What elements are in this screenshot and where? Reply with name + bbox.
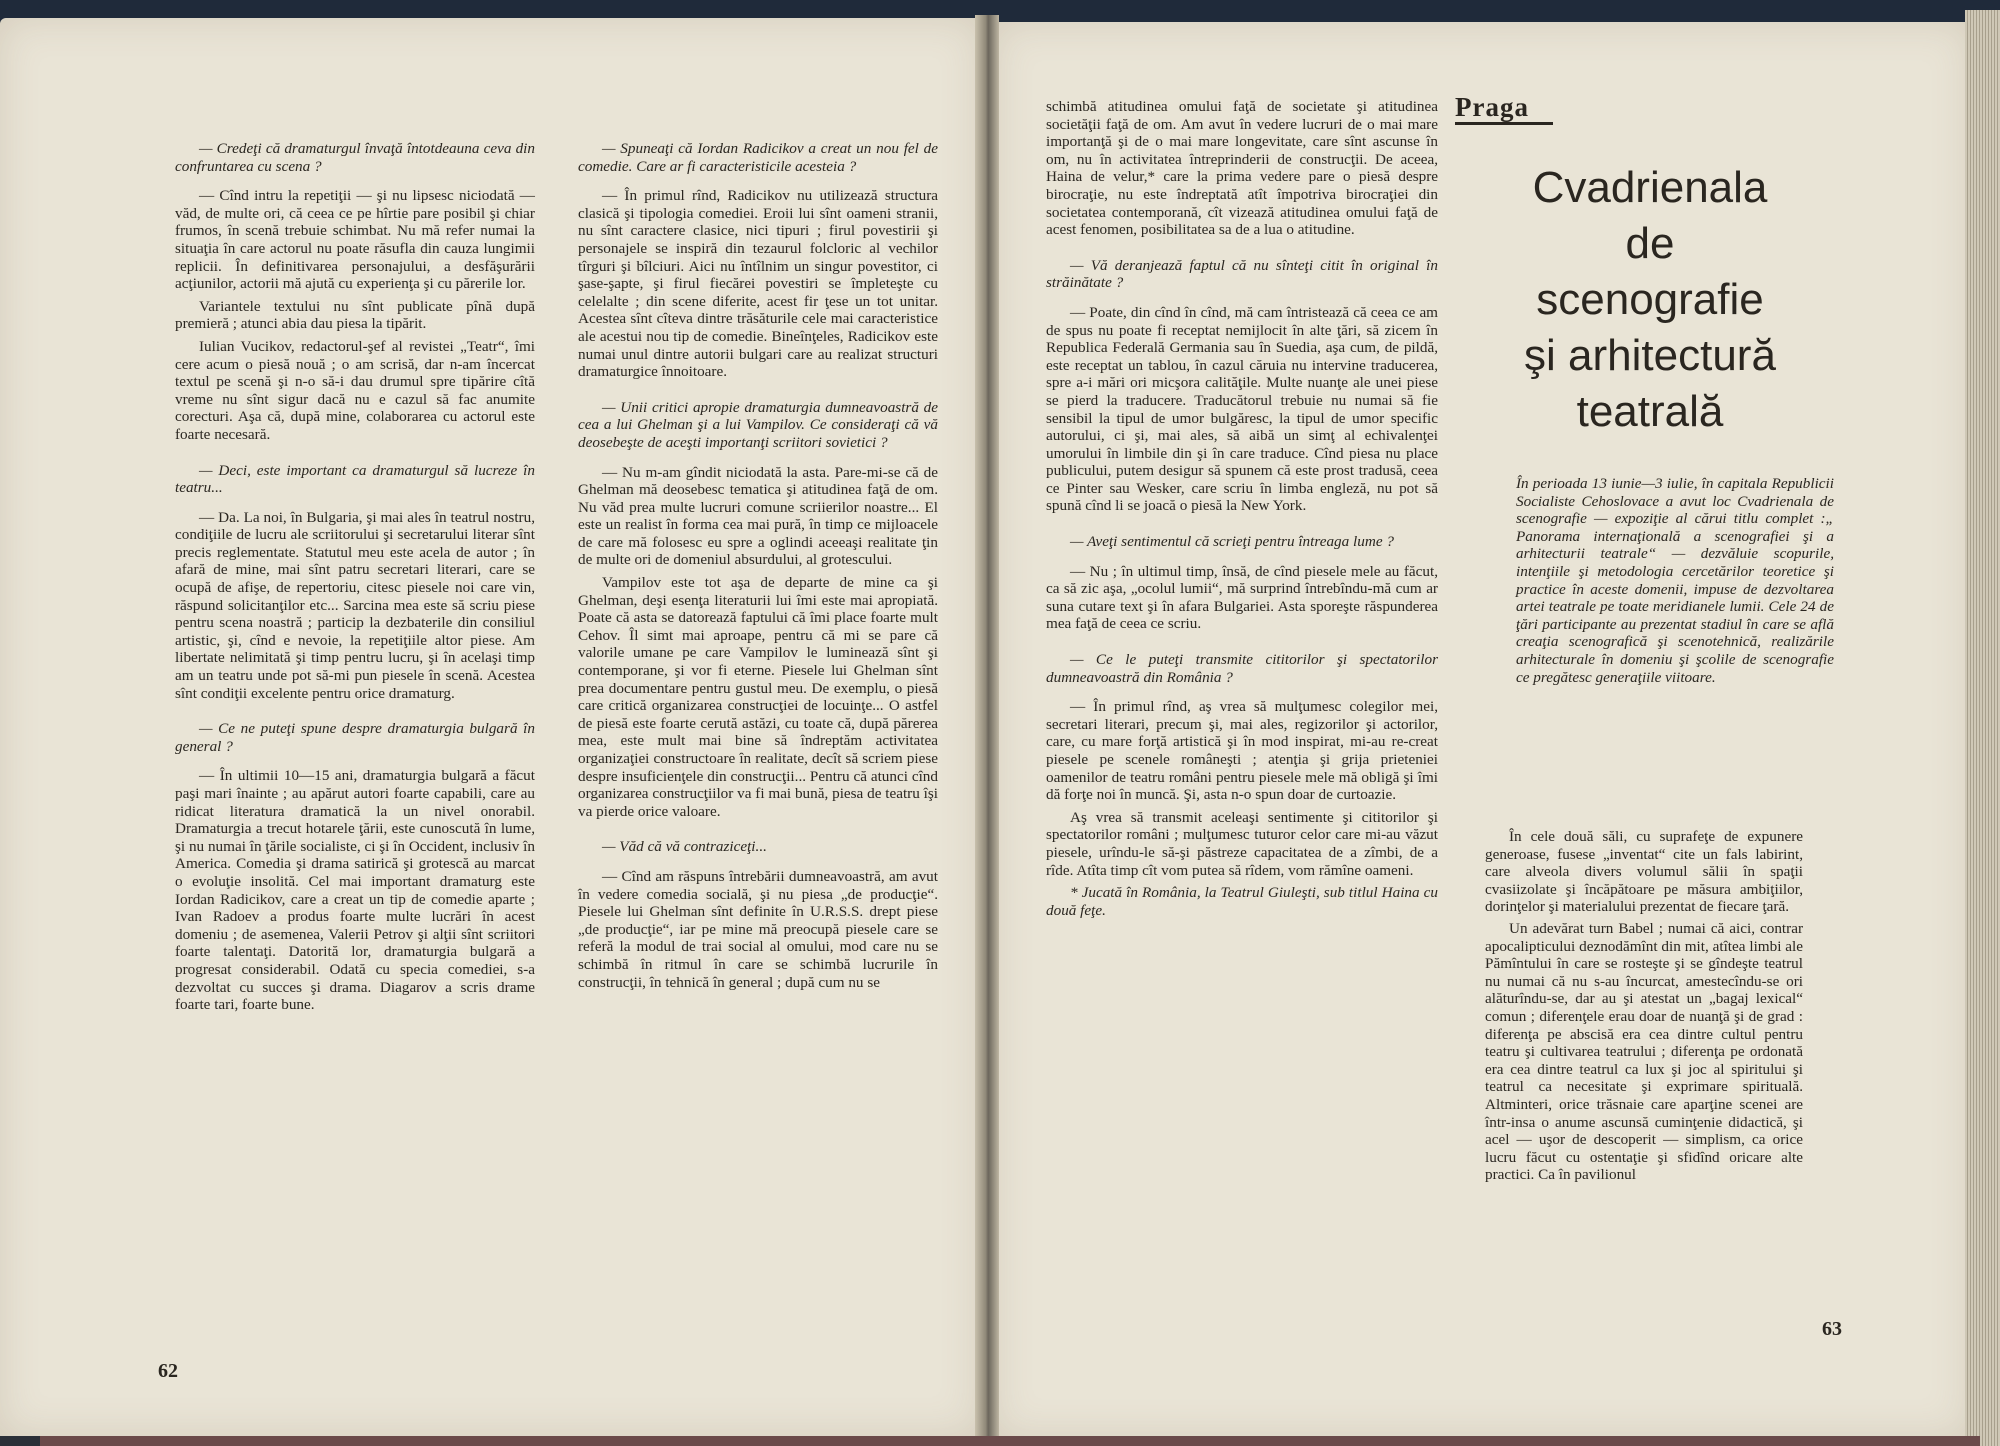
question: — Unii critici apropie dramaturgia dumneavoastră de cea a lui Ghelman şi a lui Vampilov. Ce consideraţi că vă deosebeşte de aceşti importanţi scriitori sovietici ? bbox=[578, 398, 938, 451]
question: — Vă deranjează faptul că nu sînteţi citit în original în străinătate ? bbox=[1046, 256, 1438, 292]
headline-line: şi arhitectură bbox=[1524, 331, 1776, 380]
paragraph: — Poate, din cînd în cînd, mă cam întristează că ceea ce am de spus nu poate fi receptat nemijlocit în alte ţări, să zicem în Republica Federală Germania sau în Suedia, aşa cum, de pildă, este receptat un tablou, în cazul căruia nu intervine traducerea, spre a-i mări ori micşora calităţile. Multe nuanţe ale unei piese se pierd la traducere. Traducătorul trebuie nu numai să fie sensibil la tipul de umor bulgăresc, la tipul de umor specific autorului, ci şi, mai ales, să aibă un simţ al echivalenţei umorului în limbile din şi în care traduce. Cînd piesa nu place publicului, putem desigur să spunem că este prost tradusă, ceea ce Pinter sau Wesker, care scriu în limba engleză, nu pot să spună cînd li se joacă o piesă la New York. bbox=[1046, 303, 1438, 515]
paragraph: — În primul rînd, Radicikov nu utilizează structura clasică şi tipologia comediei. Eroii lui sînt oameni stranii, nu sînt caractere clasice, nici tipuri ; firul povestirii şi personajele se inspiră din tezaurul folcloric al vechilor tîrguri şi bîlciuri. Aici nu întîlnim un singur povestitor, ci şase-şapte, şi firul fiecărei povestiri se împleteşte cu celelalte ; din scene diferite, acest fir ţese un tot unitar. Acestea sînt cîteva dintre trăsăturile cele mai caracteristice ale acestui nou tip de comedie. Bineînţeles, Radicikov este numai unul dintre autorii bulgari care au realizat structuri dramaturgice înnoitoare. bbox=[578, 187, 938, 381]
page-number-right: 63 bbox=[1822, 1318, 1842, 1340]
footnote: * Jucată în România, la Teatrul Giuleşti, sub titlul Haina cu două feţe. bbox=[1046, 884, 1438, 919]
article-body bbox=[1485, 828, 1803, 1188]
body-paragraph: Un adevărat turn Babel ; numai că aici, contrar apocalipticului deznodămînt din mit, atîtea limbi ale Pămîntului în care se rosteşte şi se gîndeşte teatrul nu numai că nu s-au încurcat, amestecîndu-se ori alăturîndu-se, dar au şi atestat un „bagaj lexical“ comun ; diferenţele erau doar de nuanţă şi de grad : diferenţa pe abscisă era cea dintre cultul pentru teatru şi cultivarea teatrului ; diferenţa pe ordonată era cea dintre teatrul ca lux şi joc al spiritului şi teatrul ca necesitate şi exprimare spirituală. Altminteri, orice trăsnaie care aparţine scenei are într-insa o anume ascunsă cuminţenie didactică, şi acel — uşor de descoperit — simplism, ca orice lucru făcut cu ostentaţie şi sfidînd oricare alte practici. Ca în pavilionul bbox=[1485, 919, 1803, 1184]
paragraph: — Da. La noi, în Bulgaria, şi mai ales în teatrul nostru, condiţiile de lucru ale scriitorului şi secretarului literar sînt precis reglementate. Statutul meu este acela de autor ; în afară de mine, mai sînt patru secretari literari, care se ocupă de afişe, de repertoriu, citesc piesele noi care vin, răspund solicitanţilor etc... Sarcina mea este să scriu piese pentru scena noastră ; particip la dezbaterile din consiliul artistic, şi, cînd e nevoie, la repetiţiile altor piese. Am libertate nelimitată şi timp pentru lucru, şi în acelaşi timp am un teatru unde pot să-mi pun piesele în scenă. Acestea sînt condiţii excelente pentru orice dramaturg. bbox=[175, 508, 535, 702]
paragraph: schimbă atitudinea omului faţă de societate şi atitudinea societăţii faţă de om. Am avut în vedere lucruri de o mai mare importanţă şi de o mai mare longevitate, care sînt ascunse în om, nu în activitatea întreprinderii de construcţii. De aceea, Haina de velur,* care la prima vedere pare o piesă despre birocraţie, nu este îndreptată atît împotriva birocraţiei din societatea contemporană, cît vizează atitudinea omului faţă de acest fenomen, posibilitatea sa de a lua o atitudine. bbox=[1046, 98, 1438, 239]
question: — Văd că vă contraziceţi... bbox=[602, 838, 767, 856]
question: — Ce le puteţi transmite cititorilor şi spectatorilor dumneavoastră din România ? bbox=[1046, 651, 1438, 686]
section-title-underline bbox=[1455, 122, 1553, 125]
paragraph: — Cînd intru la repetiţii — şi nu lipsesc niciodată — văd, de multe ori, că ceea ce pe hîrtie pare posibil şi chiar frumos, în scenă trebuie schimbat. Nu mă refer numai la situaţia în care actorul nu poate răsufla din cauza lungimii replicii. În definitivarea personajului, a desfăşurării acţiunilor, actorii mă ajută cu experienţa şi cu părerile lor. bbox=[175, 187, 535, 293]
headline-line: de bbox=[1625, 219, 1675, 268]
paragraph: Aş vrea să transmit aceleaşi sentimente şi cititorilor şi spectatorilor români ; mulţumesc tuturor celor care mi-au văzut piesele, urîndu-le să-şi păstreze capacitatea de a zîmbi, de a rîde. Atîta timp cît vom putea să rîdem, vom rămîne oameni. bbox=[1046, 808, 1438, 879]
paragraph: — În primul rînd, aş vrea să mulţumesc colegilor mei, secretari literari, precum şi, mai ales, regizorilor şi actorilor, care, cu mare forţă artistică şi în mod inspirat, mi-au re-creat piesele pe scenele româneşti ; atenţia şi grija prieteniei oamenilor de teatru români pentru piesele mele mă obligă şi îmi dă forţe noi în muncă. Şi, asta n-o spun doar de curtoazie. bbox=[1046, 698, 1438, 804]
left-column-1 bbox=[175, 122, 535, 1019]
paragraph: — În ultimii 10—15 ani, dramaturgia bulgară a făcut paşi mari înainte ; au apărut autori foarte capabili, care au ridicat literatura dramatică la un nivel onorabil. Dramaturgia a trecut hotarele ţării, este cunoscută în lume, şi nu numai în ţările socialiste, ci şi în Occident, inclusiv în America. Comedia şi drama satirică şi grotescă au marcat o evoluţie insolită. Cel mai important dramaturg este Iordan Radicikov, care a creat un tip de comedie aparte ; Ivan Radoev a produs foarte multe lucrări în acest domeniu ; de asemenea, Valerii Petrov şi alţii sînt scriitori foarte talentaţi. Datorită lor, dramaturgia bulgară a progresat considerabil. Odată cu specia comediei, s-a dezvoltat cu succes şi drama. Diagarov a scris drame foarte tari, foarte bune. bbox=[175, 767, 535, 1014]
question: — Credeţi că dramaturgul învaţă întotdeauna ceva din confruntarea cu scena ? bbox=[175, 140, 535, 175]
paragraph: — Nu ; în ultimul timp, însă, de cînd piesele mele au făcut, ca să zic aşa, „ocolul lumii“, mă surprind întrebîndu-mă cum ar suna cutare text şi în afara Bulgariei. Asta sporeşte răspunderea mea faţă de ceea ce scriu. bbox=[1046, 562, 1438, 633]
question: — Ce ne puteţi spune despre dramaturgia bulgară în general ? bbox=[175, 720, 535, 755]
paragraph: Vampilov este tot aşa de departe de mine ca şi Ghelman, deşi esenţa literaturii lui îmi este mai apropiată. Poate că asta se datorează faptului că îmi place foarte mult Cehov. Îl simt mai aproape, pentru că mi se pare că valorile umane pe care Vampilov le luminează sînt şi contemporane, şi vor fi eterne. Piesele lui Ghelman sînt prea documentare pentru gustul meu. De exemplu, o piesă care critică organizarea construcţiei de locuinţe... O astfel de piesă este foarte cerută astăzi, cu toate că, după părerea mea, este mult mai bine să îndreptăm activitatea organizaţiei constructoare în realitate, decît să scriem piese despre insuficienţele din construcţii... Pentru că atunci cînd organizarea construcţiilor va fi mai bună, piesa de teatru îşi va pierde orice valoare. bbox=[578, 574, 938, 820]
paragraph: — Cînd am răspuns întrebării dumneavoastră, am avut în vedere comedia socială, şi nu piesa „de producţie“. Piesele lui Ghelman sînt definite în U.R.S.S. drept piese „de producţie“, iar pe mine mă preocupă piesele care se referă la modul de trai social al omului, mod care nu se schimbă în ritmul în care se schimbă lucrurile în construcţii, în tehnică în general ; după cum nu se bbox=[578, 867, 938, 991]
headline-line: teatrală bbox=[1576, 387, 1724, 436]
question: — Deci, este important ca dramaturgul să lucreze în teatru... bbox=[175, 461, 535, 497]
paragraph: — Nu m-am gîndit niciodată la asta. Pare-mi-se că de Ghelman mă deosebesc tematica şi atitudinea faţă de om. Nu văd prea multe lucruri comune scriierilor noastre... El este un realist în forma cea mai pură, în timp ce mijloacele de care mă folosesc eu spre a oglindi aceeaşi realitate ţin de multe ori de domeniul absurdului, al grotescului. bbox=[578, 463, 938, 569]
question: — Spuneaţi că Iordan Radicikov a creat un nou fel de comedie. Care ar fi caracteristicile acesteia ? bbox=[578, 140, 938, 175]
paragraph: Iulian Vucikov, redactorul-şef al revistei „Teatr“, îmi cere acum o piesă nouă ; o am scrisă, dar n-am încercat textul pe scenă şi n-o să-i dau drumul spre tipărire cîtă vreme nu sînt sigur dacă nu e cazul să fac anumite corecturi. Aşa că, după mine, colaborarea cu actorul este foarte necesară. bbox=[175, 337, 535, 443]
article-lead: În perioada 13 iunie—3 iulie, în capitala Republicii Socialiste Cehoslovace a avut loc Cvadrienala de scenografie — expoziţie al cărui titlu complet :„ Panorama internaţională a scenografiei şi a arhitecturii teatrale“ — dezvăluie scopurile, intenţiile şi metodologia cercetărilor teoretice şi practice în aceste domenii, impuse de dezvoltarea artei teatrale pe toate meridianele lumii. Cele 24 de ţări participante au prezentat stadiul în care se află creaţia scenografică şi scenotehnică, realizările arhitecturale în domeniu şi şcolile de scenografie ce pregătesc generaţiile viitoare. bbox=[1516, 475, 1834, 686]
body-paragraph: În cele două săli, cu suprafeţe de expunere generoase, fusese „inventat“ cite un fals labirint, care alveola divers volumul sălii în spaţii cvasiizolate şi încăpătoare pe măsura ambiţiilor, dorinţelor şi materialului prezentat de fiecare ţară. bbox=[1485, 828, 1803, 916]
page-edges bbox=[1965, 10, 2000, 1446]
headline-line: scenografie bbox=[1536, 275, 1764, 324]
left-column-2 bbox=[578, 122, 938, 996]
right-column-interview bbox=[1046, 98, 1438, 924]
book-gutter bbox=[975, 15, 999, 1445]
paragraph: Variantele textului nu sînt publicate pînă după premieră ; atunci abia dau piesa la tipărit. bbox=[175, 297, 535, 333]
section-title: Praga bbox=[1455, 92, 1529, 122]
article-headline bbox=[1490, 160, 1810, 440]
question: — Aveţi sentimentul că scrieţi pentru întreaga lume ? bbox=[1070, 533, 1394, 551]
book-binding bbox=[40, 1436, 1980, 1446]
page-number-left: 62 bbox=[158, 1360, 178, 1382]
headline-line: Cvadrienala bbox=[1532, 163, 1768, 212]
